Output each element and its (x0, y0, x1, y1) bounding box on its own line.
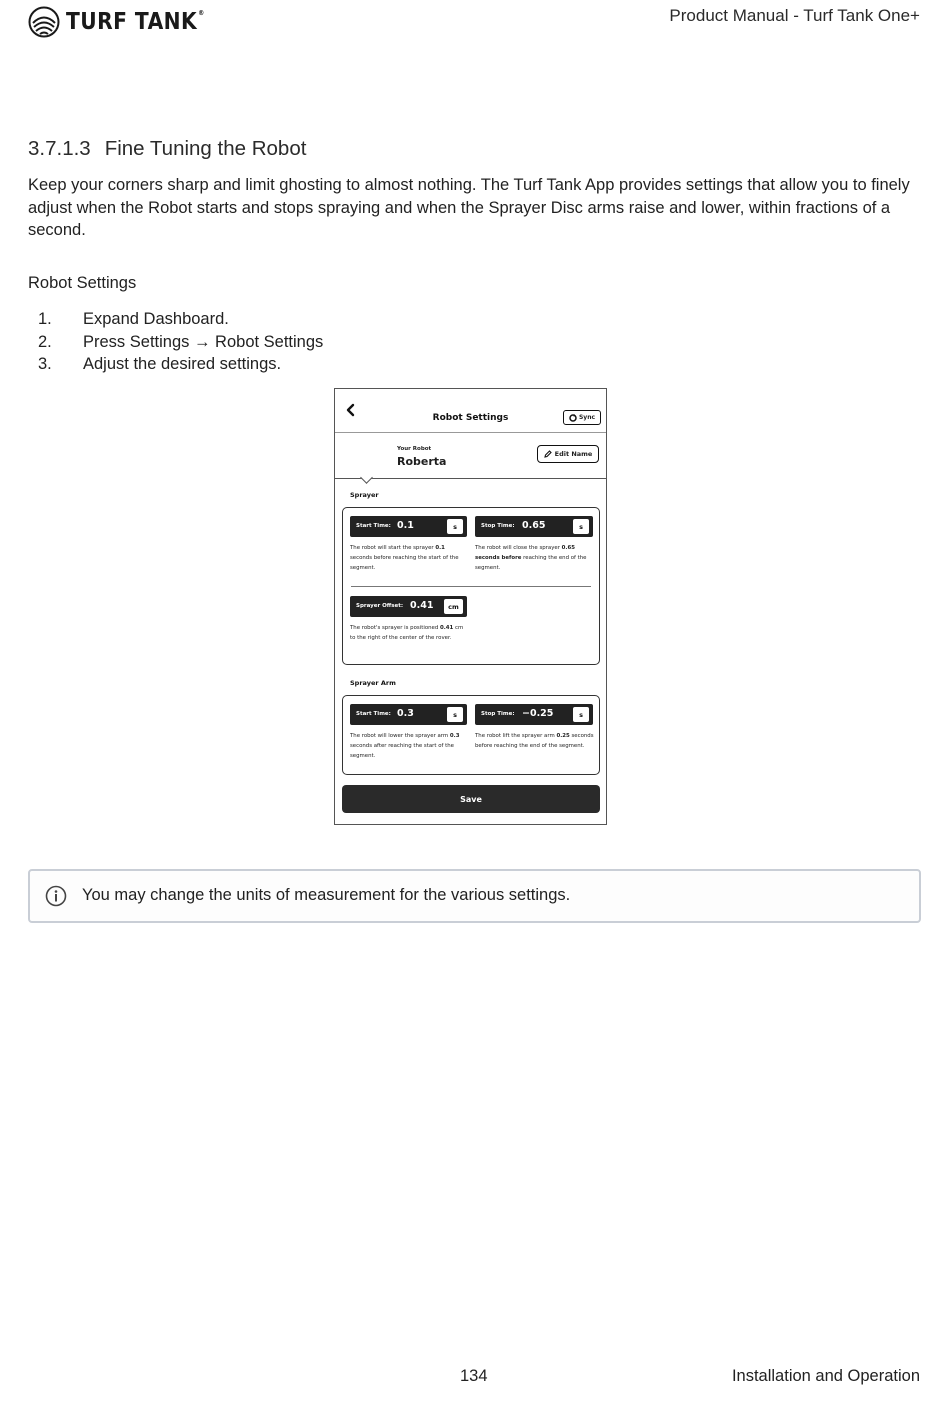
robot-name: Roberta (397, 455, 447, 468)
arm-start-description: The robot will lower the sprayer arm 0.3 seconds after reaching the start of the segment. (350, 733, 460, 759)
sync-button[interactable] (563, 410, 601, 425)
save-button[interactable]: Save (342, 785, 600, 813)
pencil-icon (544, 450, 552, 458)
list-item: 1. Expand Dashboard. (38, 310, 229, 328)
sprayer-card (342, 507, 600, 665)
sprayer-start-time-field[interactable]: Start Time: 0.1 s (350, 516, 467, 537)
note-text: You may change the units of measurement for the various settings. (82, 886, 571, 904)
sprayer-group-label: Sprayer (350, 491, 379, 499)
arm-start-time-value: 0.3 (397, 708, 414, 719)
sprayer-start-time-value: 0.1 (397, 520, 414, 531)
sync-icon (569, 414, 577, 422)
logo-wordmark: TURF TANK® (66, 9, 205, 35)
sprayer-arm-group-label: Sprayer Arm (350, 679, 396, 687)
subheading: Robot Settings (28, 274, 137, 292)
page-number: 134 (460, 1367, 488, 1385)
sprayer-stop-description: The robot will close the sprayer 0.65 seconds before reaching the end of the segment. (475, 545, 587, 571)
arm-stop-time-field[interactable]: Stop Time: −0.25 s (475, 704, 593, 725)
intro-paragraph: Keep your corners sharp and limit ghosting to almost nothing. The Turf Tank App provides settings that allow you to finely adjust when the Robot starts and stops spraying and when the Sprayer Disc arms raise and lower, within fractions of a second. (28, 176, 910, 239)
document-title: Product Manual - Turf Tank One+ (669, 6, 920, 25)
sprayer-offset-value: 0.41 (410, 600, 434, 611)
turf-tank-logo (28, 6, 224, 38)
section-heading (28, 137, 306, 161)
screen-title: Robot Settings (432, 413, 509, 423)
sprayer-offset-field[interactable]: Sprayer Offset: 0.41 cm (350, 596, 467, 617)
info-note (28, 869, 921, 923)
unit-badge[interactable]: s (447, 707, 463, 722)
footer-section: Installation and Operation (731, 1367, 920, 1385)
turf-tank-logo-icon (28, 6, 60, 38)
unit-badge[interactable]: cm (444, 599, 463, 614)
robot-settings-screenshot (334, 388, 607, 825)
section-number: 3.7.1.3 (28, 137, 91, 160)
list-item: 2. Press Settings → Robot Settings (38, 332, 324, 351)
arm-stop-time-value: −0.25 (522, 708, 554, 719)
steps-list (28, 308, 323, 376)
sprayer-offset-description: The robot's sprayer is positioned 0.41 cm to the right of the center of the rover. (350, 625, 464, 641)
sprayer-arm-card (342, 695, 600, 775)
list-item: 3. Adjust the desired settings. (38, 355, 282, 373)
your-robot-label: Your Robot (397, 446, 432, 452)
divider (351, 586, 591, 587)
arm-start-time-field[interactable]: Start Time: 0.3 s (350, 704, 467, 725)
arm-stop-description: The robot lift the sprayer arm 0.25 seconds before reaching the end of the segment. (475, 733, 594, 749)
unit-badge[interactable]: s (447, 519, 463, 534)
edit-name-label: Edit Name (554, 450, 593, 458)
unit-badge[interactable]: s (573, 707, 589, 722)
robot-identity (335, 433, 606, 479)
edit-name-button[interactable] (537, 445, 599, 463)
sprayer-start-description: The robot will start the sprayer 0.1 seconds before reaching the start of the segment. (350, 545, 459, 571)
section-title: Fine Tuning the Robot (104, 137, 307, 160)
sprayer-stop-time-field[interactable]: Stop Time: 0.65 s (475, 516, 593, 537)
sprayer-stop-time-value: 0.65 (522, 520, 546, 531)
info-icon (45, 885, 67, 907)
sync-label: Sync (578, 414, 596, 421)
app-topbar (335, 389, 606, 433)
unit-badge[interactable]: s (573, 519, 589, 534)
